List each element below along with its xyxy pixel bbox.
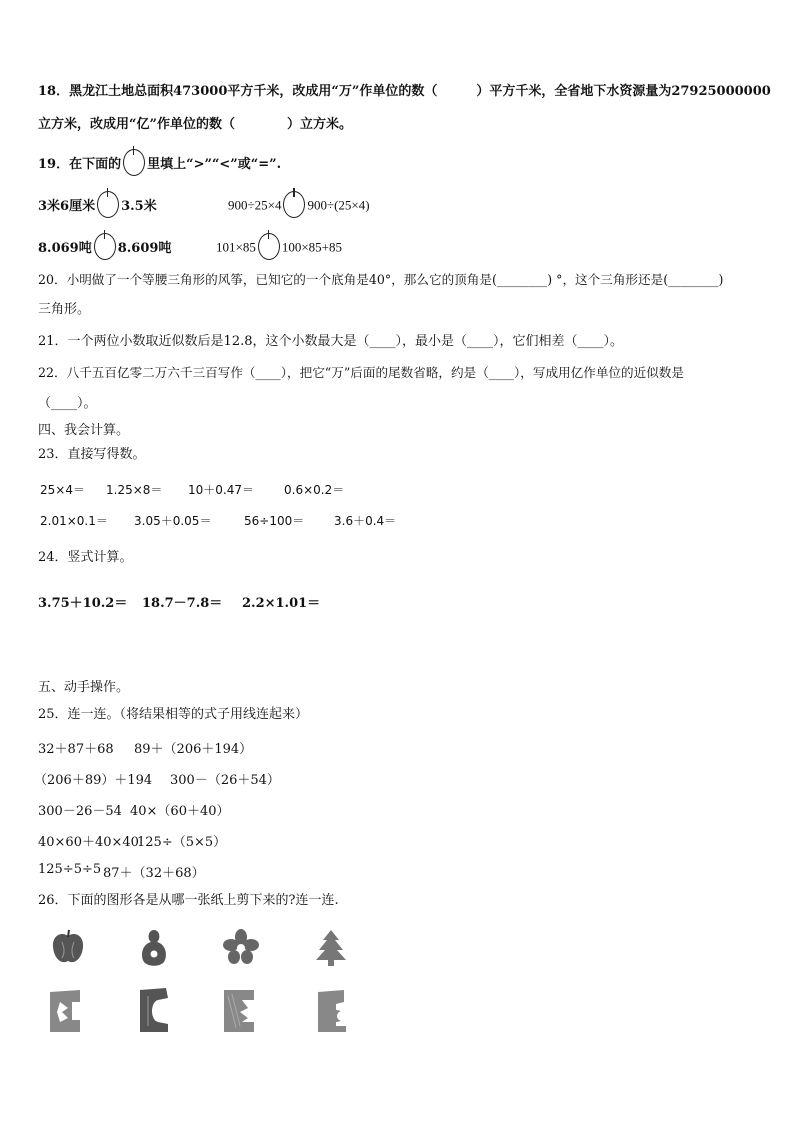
vertical-calc-item: 2.2×1.01＝	[242, 596, 321, 611]
expr-left[interactable]: 32＋87＋68	[38, 742, 114, 757]
paper-cut-c-icon[interactable]	[222, 988, 256, 1034]
paper-cut-a-icon[interactable]	[48, 988, 82, 1034]
expr-left[interactable]: （206＋89）＋194	[34, 773, 153, 788]
q18-line1: 18．黑龙江土地总面积473000平方千米，改成用“万”作单位的数（ ）平方千米，全省地下水资源量为27925000000	[38, 84, 771, 99]
cmp-left: 3米6厘米	[38, 199, 96, 214]
q25-title: 25．连一连。（将结果相等的式子用线连起来）	[38, 707, 309, 722]
q22-line1: 22．八千五百亿零二万六千三百写作（____），把它“万”后面的尾数省略，约是（____），写成用亿作单位的近似数是	[38, 365, 684, 380]
q19-row2-a	[38, 235, 171, 262]
cmp-right: 3.5米	[121, 199, 157, 214]
expr-left[interactable]: 300－26－54	[38, 804, 122, 819]
expr-right[interactable]: 40×（60＋40）	[130, 804, 230, 819]
q19-prompt-b: 里填上“>”“<”或“=”.	[147, 157, 282, 172]
expr-left[interactable]: 125÷5÷5	[38, 862, 102, 877]
vertical-calc-item: 3.75＋10.2＝	[38, 596, 128, 611]
cmp-left: 8.069吨	[38, 241, 92, 256]
q19-prompt	[38, 151, 281, 178]
cmp-left: 900÷25×4	[228, 197, 282, 213]
q18-line2: 立方米，改成用“亿”作单位的数（ ）立方米。	[38, 117, 352, 132]
q19-prompt-a: 19．在下面的	[38, 157, 122, 172]
flower-icon[interactable]	[222, 928, 260, 966]
paper-cut-d-icon[interactable]	[316, 988, 352, 1034]
expr-right[interactable]: 300－（26＋54）	[170, 773, 280, 788]
answer-circle-icon[interactable]	[97, 191, 119, 218]
gourd-icon[interactable]	[138, 926, 170, 968]
q24-title: 24．竖式计算。	[38, 550, 133, 565]
cmp-right: 8.609吨	[117, 241, 172, 256]
q19-row1-a	[38, 193, 157, 220]
q19-row1-b	[228, 193, 370, 220]
calc-item: 1.25×8＝	[106, 483, 163, 497]
calc-item: 56÷100＝	[244, 514, 305, 528]
q20-line2: 三角形。	[38, 302, 91, 317]
q26-title: 26．下面的图形各是从哪一张纸上剪下来的?连一连.	[38, 893, 339, 908]
cmp-left: 101×85	[216, 239, 256, 255]
apple-icon[interactable]	[48, 928, 88, 968]
section-5-heading: 五、动手操作。	[38, 680, 130, 695]
q20-line1: 20．小明做了一个等腰三角形的风筝，已知它的一个底角是40°，那么它的顶角是(________) °，这个三角形还是(________)	[38, 272, 724, 287]
answer-circle-icon[interactable]	[123, 149, 145, 176]
expr-right[interactable]: 125÷（5×5）	[137, 835, 227, 850]
calc-item: 10＋0.47＝	[188, 483, 254, 497]
answer-circle-icon[interactable]	[258, 233, 280, 260]
cmp-right: 900÷(25×4)	[307, 197, 370, 213]
calc-item: 3.6＋0.4＝	[334, 514, 397, 528]
q19-row2-b	[216, 235, 342, 262]
q22-line2: （____）。	[38, 396, 97, 411]
answer-circle-icon[interactable]	[283, 191, 305, 218]
expr-right[interactable]: 89＋（206＋194）	[134, 742, 253, 757]
calc-item: 0.6×0.2＝	[284, 483, 345, 497]
calc-item: 2.01×0.1＝	[40, 514, 108, 528]
calc-item: 25×4＝	[40, 483, 85, 497]
vertical-calc-item: 18.7－7.8＝	[142, 596, 223, 611]
paper-cut-b-icon[interactable]	[136, 986, 170, 1034]
expr-left[interactable]: 40×60＋40×40	[38, 835, 139, 850]
q23-title: 23．直接写得数。	[38, 447, 146, 462]
section-4-heading: 四、我会计算。	[38, 423, 130, 438]
answer-circle-icon[interactable]	[94, 233, 116, 260]
cmp-right: 100×85+85	[281, 239, 343, 255]
expr-right[interactable]: 87＋（32＋68）	[103, 866, 205, 881]
calc-item: 3.05＋0.05＝	[134, 514, 212, 528]
q21-text: 21．一个两位小数取近似数后是12.8，这个小数最大是（____），最小是（____），它们相差（____）。	[38, 334, 623, 349]
tree-icon[interactable]	[314, 928, 348, 968]
